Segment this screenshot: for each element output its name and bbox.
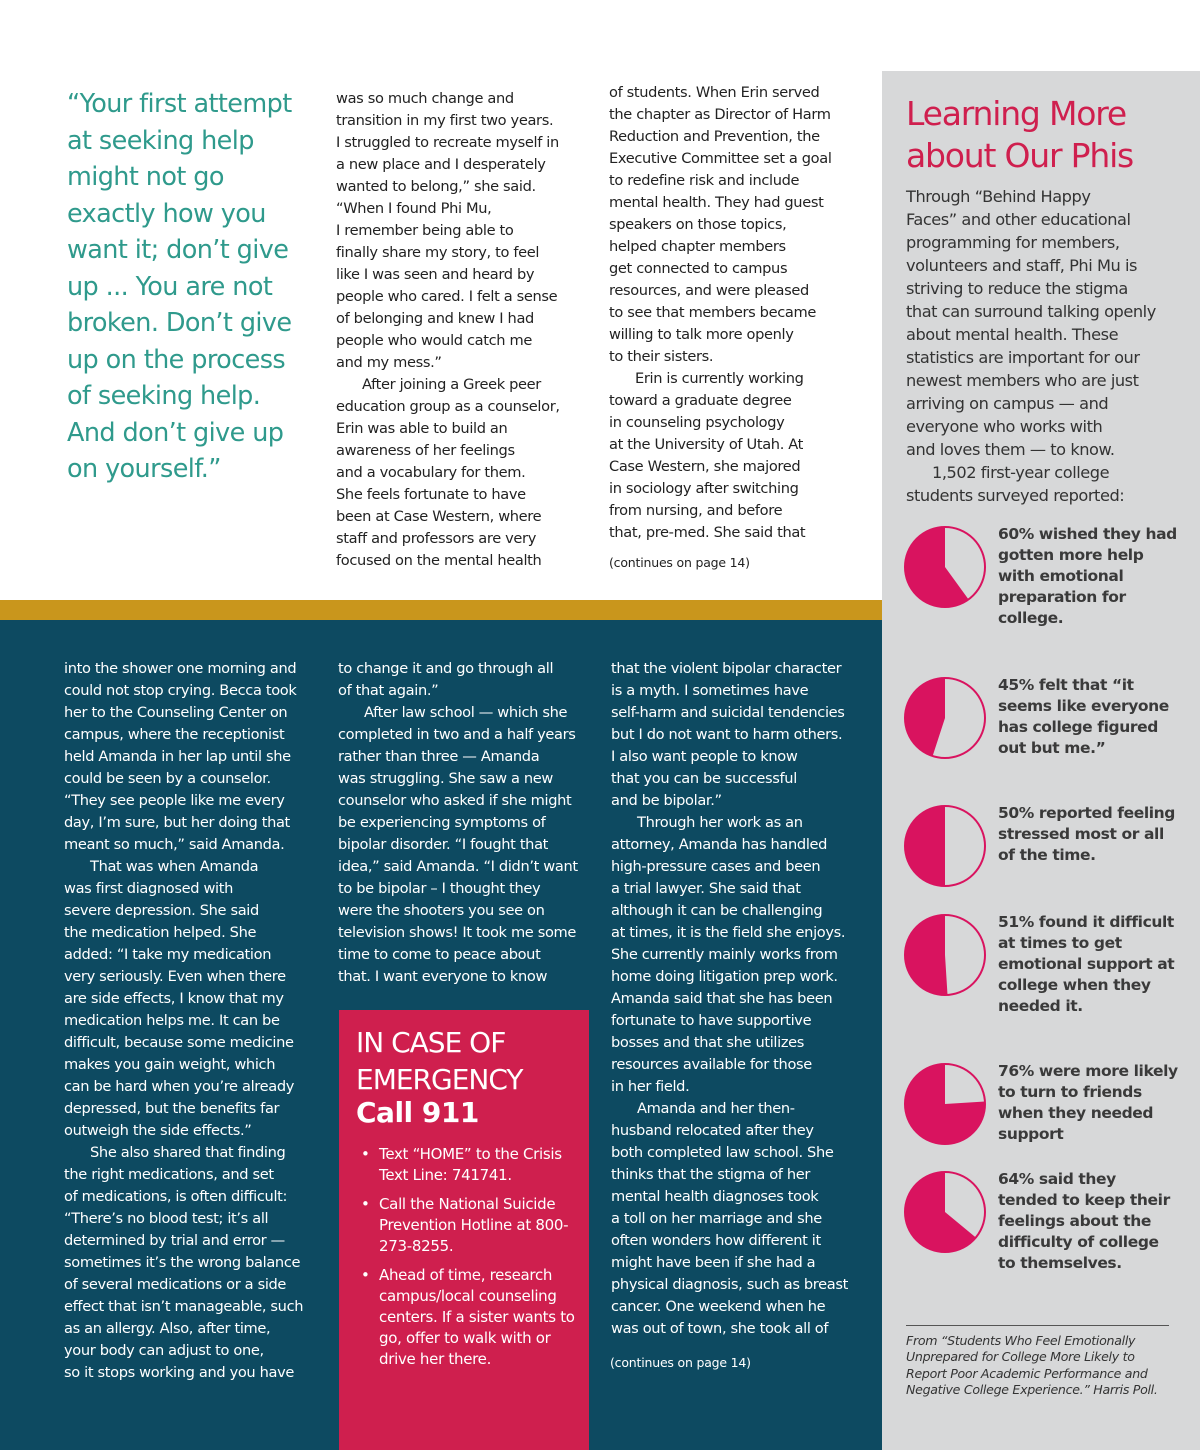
emergency-call-911: Call 911 [356, 1096, 479, 1129]
source-line: From “Students Who Feel Emotionally [906, 1333, 1136, 1348]
article-line: After joining a Greek peer [362, 376, 541, 393]
article-line: toward a graduate degree [609, 392, 792, 409]
pull-quote-line: And don’t give up [67, 417, 284, 448]
article-line: as an allergy. Also, after time, [64, 1320, 271, 1337]
article-line: After law school — which she [364, 704, 568, 721]
article-line: self-harm and suicidal tendencies [611, 704, 845, 721]
stat-text: 60% wished they had gotten more help with emotional preparation for college. [998, 525, 1177, 627]
article-line: were the shooters you see on [338, 902, 545, 919]
gold-divider-band [0, 600, 882, 620]
emergency-title-line: IN CASE OF [356, 1026, 506, 1059]
article-line: makes you gain weight, which [64, 1056, 276, 1073]
article-line: to their sisters. [609, 348, 714, 365]
article-line: of students. When Erin served [609, 84, 820, 101]
pull-quote-line: on yourself.” [67, 454, 221, 484]
pie-chart-icon [902, 803, 988, 889]
article-line: to be bipolar – I thought they [338, 880, 541, 897]
article-line: outweigh the side effects.” [64, 1122, 252, 1139]
article-line: I struggled to recreate myself in [336, 134, 559, 151]
article-line: could not stop crying. Becca took [64, 682, 297, 699]
article-line: campus, where the receptionist [64, 726, 285, 743]
article-line: was first diagnosed with [64, 880, 234, 897]
article-line: fortunate to have supportive [611, 1012, 812, 1029]
article-line: thinks that the stigma of her [611, 1166, 811, 1183]
sidebar-intro-line: statistics are important for our [906, 348, 1140, 367]
article-line: get connected to campus [609, 260, 788, 277]
article-line: Amanda and her then- [637, 1100, 795, 1117]
article-line: bipolar disorder. “I fought that [338, 836, 549, 853]
article-line: staff and professors are very [336, 530, 536, 547]
sidebar-title [906, 93, 1133, 177]
article-line: Erin is currently working [635, 370, 804, 387]
article-line: that the violent bipolar character [611, 660, 842, 677]
article-line: the medication helped. She [64, 924, 257, 941]
continues-note-bottom: (continues on page 14) [610, 1355, 751, 1370]
source-line: Report Poor Academic Performance and [906, 1365, 1148, 1381]
article-line: at the University of Utah. At [609, 436, 804, 453]
emergency-list-item: • Ahead of time, research campus/local counseling centers. If a sister wants to go, offer to walk with or drive her there. [361, 1265, 579, 1370]
article-line: difficult, because some medicine [64, 1034, 294, 1051]
sidebar-intro-line: that can surround talking openly [906, 302, 1156, 321]
article-line: attorney, Amanda has handled [611, 836, 828, 853]
article-line: That was when Amanda [90, 858, 259, 875]
pie-chart-icon [902, 675, 988, 761]
article-line: physical diagnosis, such as breast [611, 1276, 848, 1293]
article-line: into the shower one morning and [64, 660, 297, 677]
article-line: is a myth. I sometimes have [611, 682, 809, 699]
article-line: might have been if she had a [611, 1254, 816, 1271]
article-line: determined by trial and error — [64, 1232, 285, 1249]
stat-text: 51% found it difficult at times to get emotional support at college when they needed it. [998, 913, 1175, 1015]
article-line: from nursing, and before [609, 502, 783, 519]
article-line: of medications, is often difficult: [64, 1188, 288, 1205]
sidebar-title-line: Learning More [906, 94, 1126, 133]
article-line: held Amanda in her lap until she [64, 748, 291, 765]
article-line: mental health. They had guest [609, 194, 824, 211]
article-line: your body can adjust to one, [64, 1342, 264, 1359]
stat-text: 64% said they tended to keep their feelings about the difficulty of college to themselves. [998, 1170, 1170, 1272]
article-line: husband relocated after they [611, 1122, 814, 1139]
emergency-title-line: EMERGENCY [356, 1063, 523, 1096]
article-line: “They see people like me every [64, 792, 285, 809]
article-line: been at Case Western, where [336, 508, 542, 525]
article-line: Through her work as an [637, 814, 803, 831]
article-line: completed in two and a half years [338, 726, 576, 743]
sidebar-intro-line: Faces” and other educational [906, 210, 1131, 229]
sidebar-intro-line: programming for members, [906, 233, 1120, 252]
article-line: could be seen by a counselor. [64, 770, 271, 787]
article-line: counselor who asked if she might [338, 792, 572, 809]
article-line: Reduction and Prevention, the [609, 128, 820, 145]
pull-quote-line: “Your first attempt [67, 89, 292, 119]
source-divider [906, 1325, 1169, 1326]
article-line: helped chapter members [609, 238, 786, 255]
article-line: although it can be challenging [611, 902, 823, 919]
emergency-list-item: • Call the National Suicide Prevention Hotline at 800-273-8255. [361, 1194, 579, 1257]
article-line: sometimes it’s the wrong balance [64, 1254, 301, 1271]
pie-slice [905, 806, 945, 886]
article-line: in sociology after switching [609, 480, 799, 497]
article-line: added: “I take my medication [64, 946, 272, 963]
article-line: She currently mainly works from [611, 946, 838, 963]
article-line: the right medications, and set [64, 1166, 274, 1183]
article-line: medication helps me. It can be [64, 1012, 280, 1029]
article-line: time to come to peace about [338, 946, 541, 963]
pull-quote-line: at seeking help [67, 125, 254, 156]
article-line: that, pre-med. She said that [609, 524, 806, 541]
sidebar-intro-line: and loves them — to know. [906, 440, 1115, 459]
article-line: people who cared. I felt a sense [336, 288, 558, 305]
article-line: wanted to belong,” she said. [336, 178, 536, 195]
article-line: idea,” said Amanda. “I didn’t want [338, 858, 578, 875]
article-line: be experiencing symptoms of [338, 814, 546, 831]
article-line: in her field. [611, 1078, 690, 1095]
article-line: to see that members became [609, 304, 816, 321]
article-line: television shows! It took me some [338, 924, 577, 941]
pull-quote-line: want it; don’t give [67, 235, 289, 265]
article-line: her to the Counseling Center on [64, 704, 288, 721]
article-line: finally share my story, to feel [336, 244, 540, 261]
continues-note: (continues on page 14) [609, 555, 750, 570]
sidebar-intro-line: about mental health. These [906, 325, 1119, 344]
article-line: and my mess.” [336, 354, 442, 371]
article-line: willing to talk more openly [609, 326, 794, 343]
article-line: was out of town, she took all of [611, 1320, 829, 1337]
article-line: I also want people to know [611, 748, 798, 765]
article-column-top-3 [609, 82, 849, 544]
sidebar-intro-line: volunteers and staff, Phi Mu is [906, 256, 1138, 275]
article-line: was struggling. She saw a new [338, 770, 553, 787]
article-column-bottom-1 [64, 658, 309, 1384]
pull-quote-line: broken. Don’t give [67, 308, 292, 338]
pie-chart-icon [902, 912, 988, 998]
pull-quote-line: might not go [67, 162, 224, 192]
article-line: to change it and go through all [338, 660, 554, 677]
article-line: at times, it is the field she enjoys. [611, 924, 846, 941]
article-line: to redefine risk and include [609, 172, 800, 189]
article-line: speakers on those topics, [609, 216, 787, 233]
stat-text: 76% were more likely to turn to friends when they needed support [998, 1062, 1178, 1143]
emergency-list [361, 1144, 579, 1378]
sidebar-intro-line: 1,502 first-year college [932, 463, 1110, 482]
article-line: a toll on her marriage and she [611, 1210, 822, 1227]
stat-text: 45% felt that “it seems like everyone has college figured out but me.” [998, 676, 1169, 757]
sidebar-intro-line: Through “Behind Happy [906, 187, 1091, 206]
sidebar-intro-line: students surveyed reported: [906, 486, 1125, 505]
sidebar-title-line: about Our Phis [906, 136, 1134, 175]
article-line: I remember being able to [336, 222, 514, 239]
pull-quote [67, 86, 299, 488]
sidebar-intro-line: arriving on campus — and [906, 394, 1109, 413]
article-line: that. I want everyone to know [338, 968, 548, 985]
pull-quote-line: of seeking help. [67, 381, 261, 411]
source-line: Negative College Experience.” Harris Poll. [906, 1381, 1158, 1397]
article-line: and be bipolar.” [611, 792, 722, 809]
article-line: both completed law school. She [611, 1144, 834, 1161]
article-line: the chapter as Director of Harm [609, 106, 831, 123]
sidebar-intro-line: striving to reduce the stigma [906, 279, 1128, 298]
article-line: awareness of her feelings [336, 442, 515, 459]
article-line: a new place and I desperately [336, 156, 546, 173]
article-line: Executive Committee set a goal [609, 150, 832, 167]
sidebar-intro-line: everyone who works with [906, 417, 1103, 436]
pie-chart-icon [902, 524, 988, 610]
article-line: mental health diagnoses took [611, 1188, 819, 1205]
emergency-list-item: • Text “HOME” to the Crisis Text Line: 741741. [361, 1144, 579, 1186]
article-line: of several medications or a side [64, 1276, 287, 1293]
pull-quote-line: exactly how you [67, 198, 266, 229]
article-line: severe depression. She said [64, 902, 259, 919]
article-line: focused on the mental health [336, 552, 542, 569]
article-line: was so much change and [336, 90, 514, 107]
article-line: “There’s no blood test; it’s all [64, 1210, 269, 1227]
article-line: day, I’m sure, but her doing that [64, 814, 290, 831]
pull-quote-line: up ... You are not [67, 271, 273, 302]
emergency-title [356, 1024, 523, 1098]
sidebar [882, 71, 1200, 1450]
article-line: education group as a counselor, [336, 398, 560, 415]
article-line: but I do not want to harm others. [611, 726, 843, 743]
article-line: of belonging and knew I had [336, 310, 534, 327]
article-line: cancer. One weekend when he [611, 1298, 826, 1315]
stat-text: 50% reported feeling stressed most or all of the time. [998, 804, 1175, 864]
article-line: “When I found Phi Mu, [336, 200, 492, 217]
article-line: often wonders how different it [611, 1232, 821, 1249]
article-line: high-pressure cases and been [611, 858, 821, 875]
article-line: depressed, but the benefits far [64, 1100, 280, 1117]
source-line: Unprepared for College More Likely to [906, 1349, 1135, 1365]
article-line: She also shared that finding [90, 1144, 286, 1161]
article-line: Amanda said that she has been [611, 990, 833, 1007]
article-line: so it stops working and you have [64, 1364, 295, 1381]
article-line: effect that isn’t manageable, such [64, 1298, 304, 1315]
article-line: like I was seen and heard by [336, 266, 535, 283]
article-line: bosses and that she utilizes [611, 1034, 805, 1051]
article-column-bottom-3 [611, 658, 856, 1340]
article-line: She feels fortunate to have [336, 486, 526, 503]
article-line: Erin was able to build an [336, 420, 508, 437]
article-line: Case Western, she majored [609, 458, 801, 475]
pie-chart-icon [902, 1061, 988, 1147]
article-line: that you can be successful [611, 770, 797, 787]
article-line: home doing litigation prep work. [611, 968, 838, 985]
pie-slice [905, 915, 948, 995]
article-line: of that again.” [338, 682, 439, 699]
emergency-box [339, 1010, 589, 1450]
article-line: in counseling psychology [609, 414, 785, 431]
article-line: resources, and were pleased [609, 282, 809, 299]
article-line: are side effects, I know that my [64, 990, 284, 1007]
article-line: meant so much,” said Amanda. [64, 836, 285, 853]
article-column-bottom-2 [338, 658, 583, 988]
article-line: a trial lawyer. She said that [611, 880, 801, 897]
pull-quote-line: up on the process [67, 344, 286, 375]
pie-chart-icon [902, 1169, 988, 1255]
sidebar-intro-line: newest members who are just [906, 371, 1139, 390]
article-line: transition in my first two years. [336, 112, 554, 129]
article-line: people who would catch me [336, 332, 532, 349]
article-line: resources available for those [611, 1056, 812, 1073]
article-line: and a vocabulary for them. [336, 464, 526, 481]
source-citation [906, 1333, 1176, 1398]
article-line: rather than three — Amanda [338, 748, 540, 765]
article-column-top-2 [336, 88, 576, 572]
sidebar-intro [906, 185, 1181, 507]
article-line: very seriously. Even when there [64, 968, 286, 985]
article-line: can be hard when you’re already [64, 1078, 295, 1095]
